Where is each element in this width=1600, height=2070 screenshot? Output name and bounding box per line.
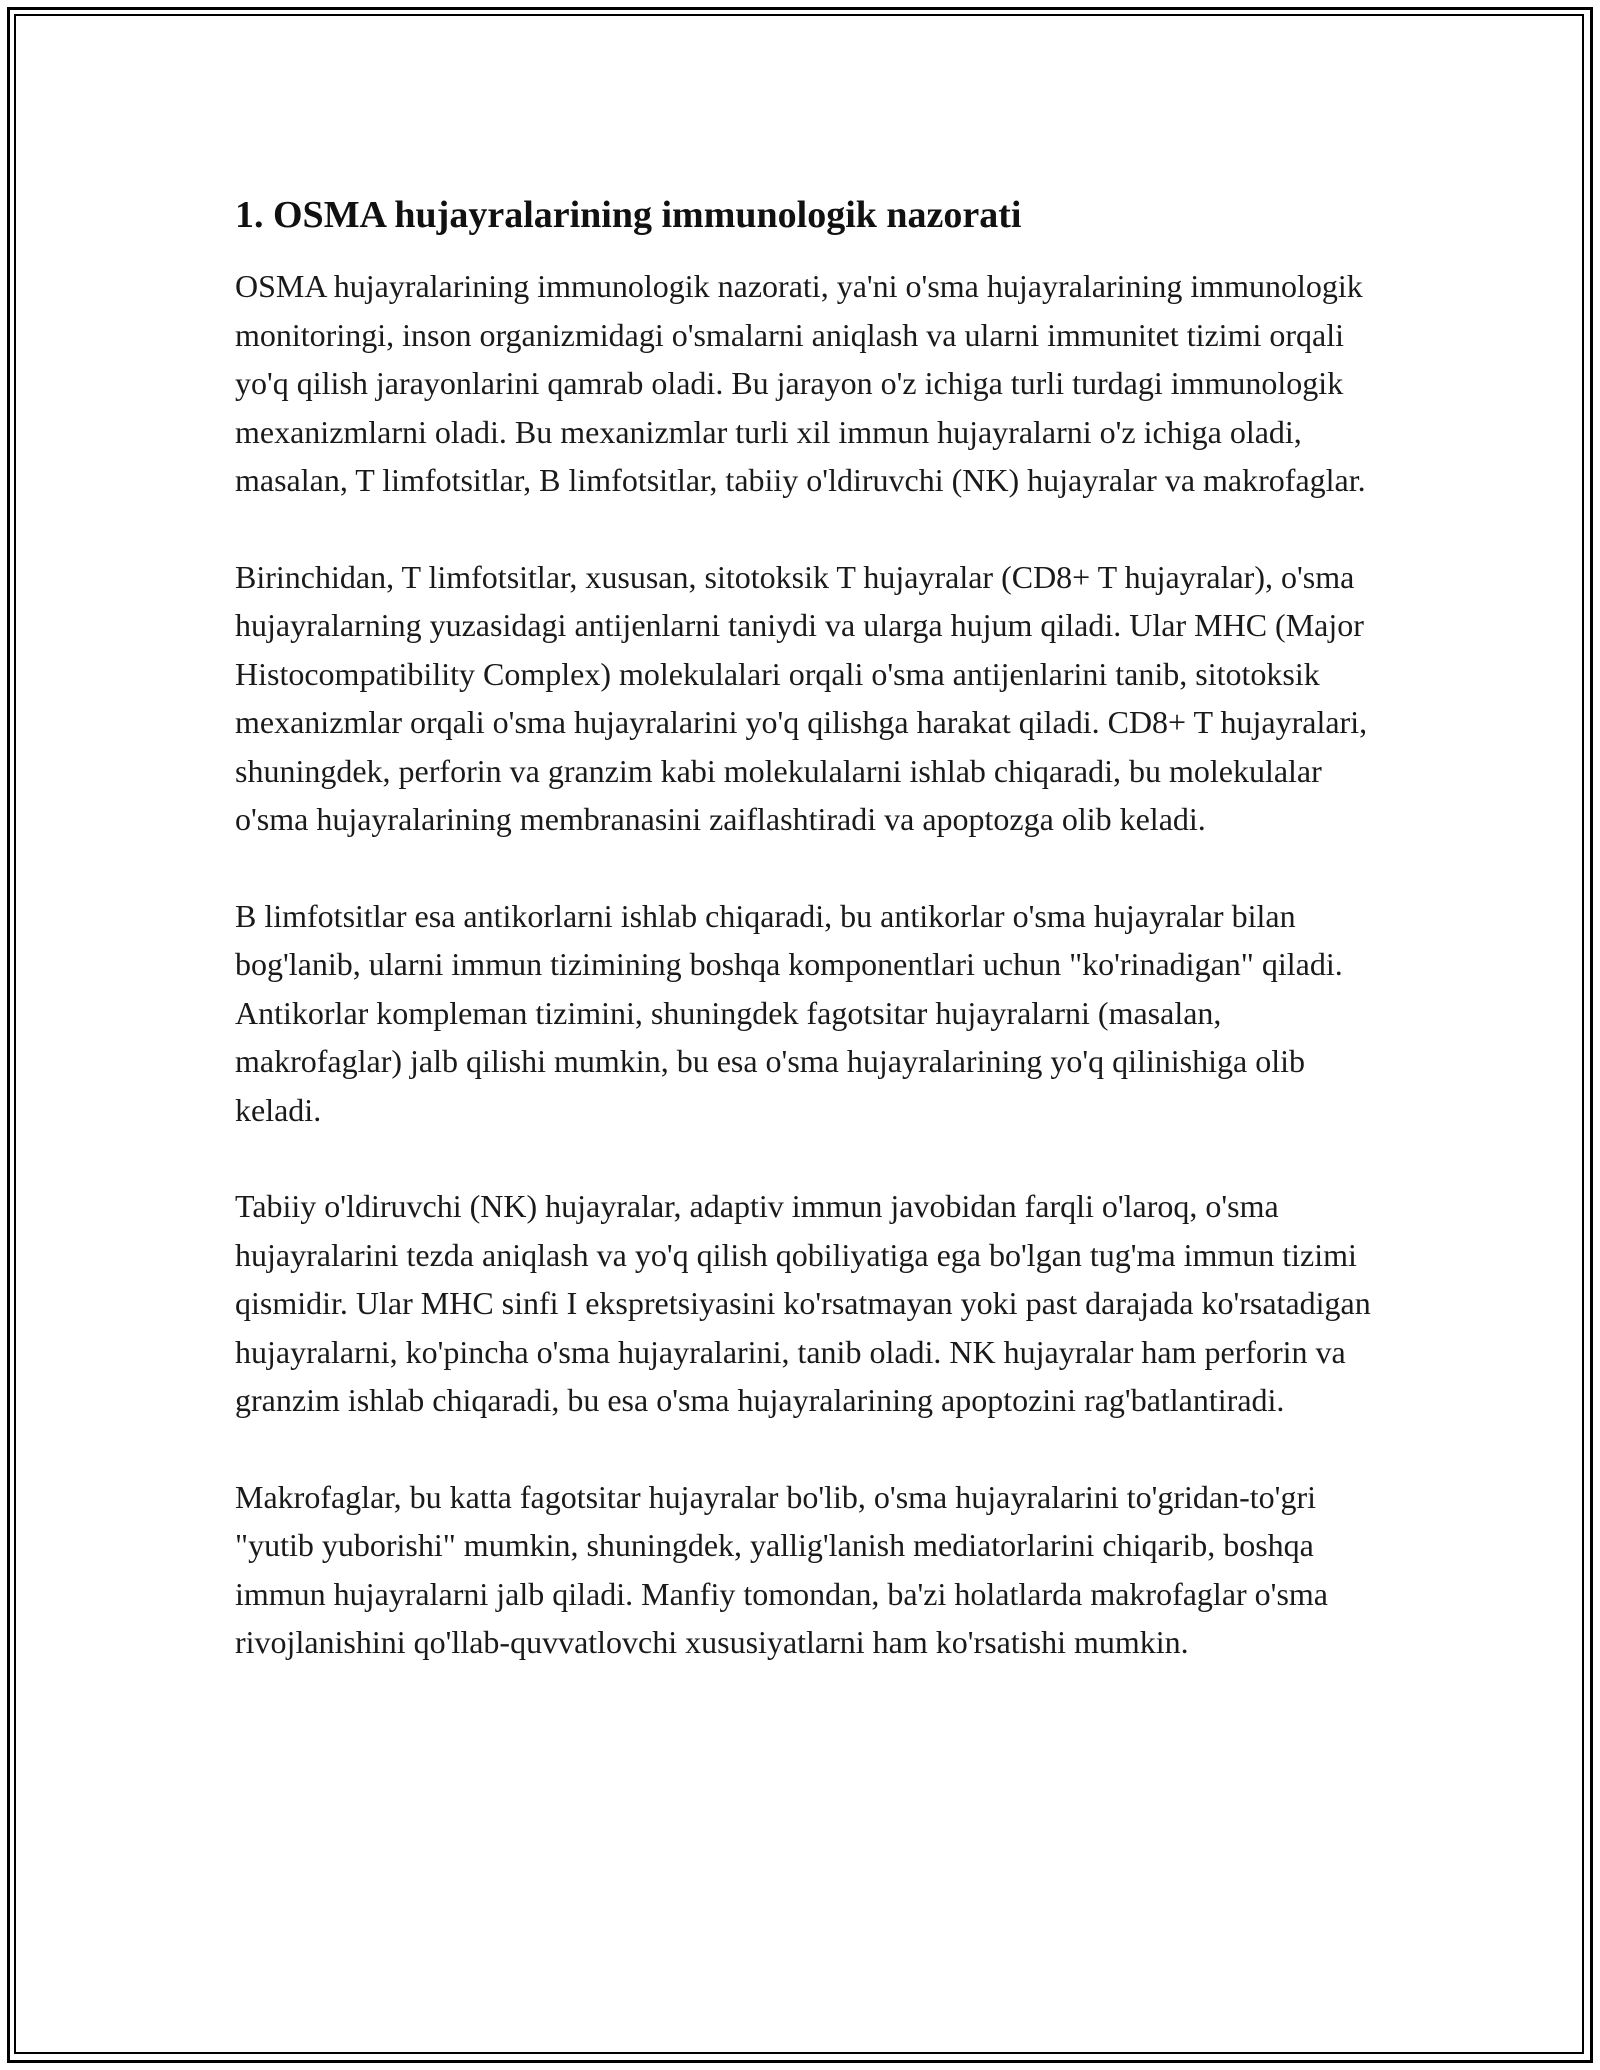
paragraph-intro: OSMA hujayralarining immunologik nazorati, ya'ni o'sma hujayralarining immunologik monitoringi, inson organizmidagi o'smalarni aniqlash va ularni immunitet tizimi orqali yo'q qilish jarayonlarini qamrab oladi. Bu jarayon o'z ichiga turli turdagi immunologik mexanizmlarni oladi. Bu mexanizmlar turli xil immun hujayralarni o'z ichiga oladi, masalan, T limfotsitlar, B limfotsitlar, tabiiy o'ldiruvchi (NK) hujayralar va makrofaglar. <box>235 268 1366 498</box>
paragraph-t-lymphocytes: Birinchidan, T limfotsitlar, xususan, sitotoksik T hujayralar (CD8+ T hujayralar), o'sma hujayralarning yuzasidagi antijenlarni taniydi va ularga hujum qiladi. Ular MHC (Major Histocompatibility Complex) molekulalari orqali o'sma antijenlarini tanib, sitotoksik mexanizmlar orqali o'sma hujayralarini yo'q qilishga harakat qiladi. CD8+ T hujayralari, shuningdek, perforin va granzim kabi molekulalarni ishlab chiqaradi, bu molekulalar o'sma hujayralarining membranasini zaiflashtiradi va apoptozga olib keladi. <box>235 558 1368 837</box>
section-heading: 1. OSMA hujayralarining immunologik nazorati <box>235 194 1022 236</box>
paragraph-macrophages: Makrofaglar, bu katta fagotsitar hujayralar bo'lib, o'sma hujayralarini to'gridan-to'gri "yutib yuborishi" mumkin, shuningdek, yallig'lanish mediatorlarini chiqarib, boshqa immun hujayralarni jalb qiladi. Manfiy tomondan, ba'zi holatlarda makrofaglar o'sma rivojlanishini qo'llab-quvvatlovchi xususiyatlarni ham ko'rsatishi mumkin. <box>235 1478 1328 1660</box>
paragraph-nk-cells: Tabiiy o'ldiruvchi (NK) hujayralar, adaptiv immun javobidan farqli o'laroq, o'sma hujayralarini tezda aniqlash va yo'q qilish qobiliyatiga ega bo'lgan tug'ma immun tizimi qismidir. Ular MHC sinfi I ekspretsiyasini ko'rsatmayan yoki past darajada ko'rsatadigan hujayralarni, ko'pincha o'sma hujayralarini, tanib oladi. NK hujayralar ham perforin va granzim ishlab chiqaradi, bu esa o'sma hujayralarining apoptozini rag'batlantiradi. <box>235 1188 1371 1418</box>
document-body <box>235 190 1375 1715</box>
paragraph-b-lymphocytes: B limfotsitlar esa antikorlarni ishlab chiqaradi, bu antikorlar o'sma hujayralar bilan bog'lanib, ularni immun tizimining boshqa komponentlari uchun "ko'rinadigan" qiladi. Antikorlar kompleman tizimini, shuningdek fagotsitar hujayralarni (masalan, makrofaglar) jalb qilishi mumkin, bu esa o'sma hujayralarining yo'q qilinishiga olib keladi. <box>235 897 1343 1128</box>
